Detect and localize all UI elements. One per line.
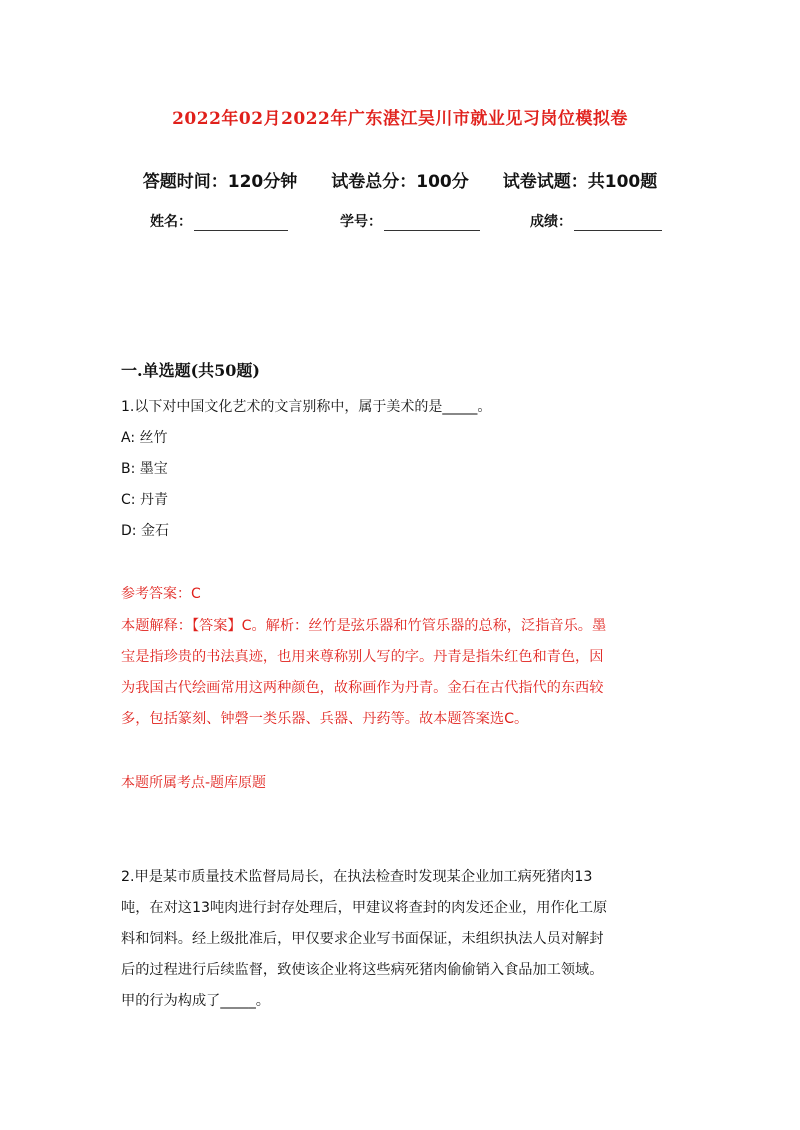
explanation-line: 多，包括篆刻、钟磬一类乐器、兵器、丹药等。故本题答案选C。	[121, 711, 529, 727]
section-heading: 一.单选题(共50题)	[121, 361, 260, 380]
question-1-source: 本题所属考点-题库原题	[121, 775, 267, 791]
explanation-line: 为我国古代绘画常用这两种颜色，故称画作为丹青。金石在古代指代的东西较	[121, 680, 604, 696]
question-1-option-c: C: 丹青	[121, 492, 168, 508]
name-label: 姓名：	[150, 214, 192, 230]
question-1-stem: 1.以下对中国文化艺术的文言别称中，属于美术的是_____。	[121, 399, 492, 415]
question-2-stem	[121, 862, 681, 1017]
name-field	[150, 211, 288, 231]
explanation-line: 本题解释：【答案】C。解析：丝竹是弦乐器和竹管乐器的总称，泛指音乐。墨	[121, 618, 607, 634]
question-1-explanation	[121, 611, 681, 735]
question-2-line: 料和饲料。经上级批准后，甲仅要求企业写书面保证，未组织执法人员对解封	[121, 931, 604, 947]
question-2-line: 2.甲是某市质量技术监督局局长，在执法检查时发现某企业加工病死猪肉13	[121, 869, 593, 885]
exam-total-score: 试卷总分：100分	[331, 172, 469, 192]
question-2-line: 甲的行为构成了_____。	[121, 993, 270, 1009]
question-1-option-a: A: 丝竹	[121, 430, 168, 446]
score-field	[530, 211, 662, 231]
question-2-line: 后的过程进行后续监督，致使该企业将这些病死猪肉偷偷销入食品加工领域。	[121, 962, 604, 978]
question-1-option-b: B: 墨宝	[121, 461, 168, 477]
student-id-blank[interactable]	[384, 214, 480, 231]
question-2-line: 吨，在对这13吨肉进行封存处理后，甲建议将查封的肉发还企业，用作化工原	[121, 900, 608, 916]
exam-meta	[0, 167, 800, 192]
score-blank[interactable]	[574, 214, 662, 231]
exam-time: 答题时间：120分钟	[142, 172, 298, 192]
question-1-option-d: D: 金石	[121, 523, 169, 539]
student-id-label: 学号：	[340, 214, 382, 230]
exam-question-count: 试卷试题：共100题	[502, 172, 658, 192]
student-id-field	[340, 211, 480, 231]
score-label: 成绩：	[530, 214, 572, 230]
name-blank[interactable]	[194, 214, 288, 231]
explanation-line: 宝是指珍贵的书法真迹，也用来尊称别人写的字。丹青是指朱红色和青色，因	[121, 649, 604, 665]
exam-title: 2022年02月2022年广东湛江吴川市就业见习岗位模拟卷	[172, 109, 628, 129]
question-1-answer: 参考答案：C	[121, 586, 201, 602]
